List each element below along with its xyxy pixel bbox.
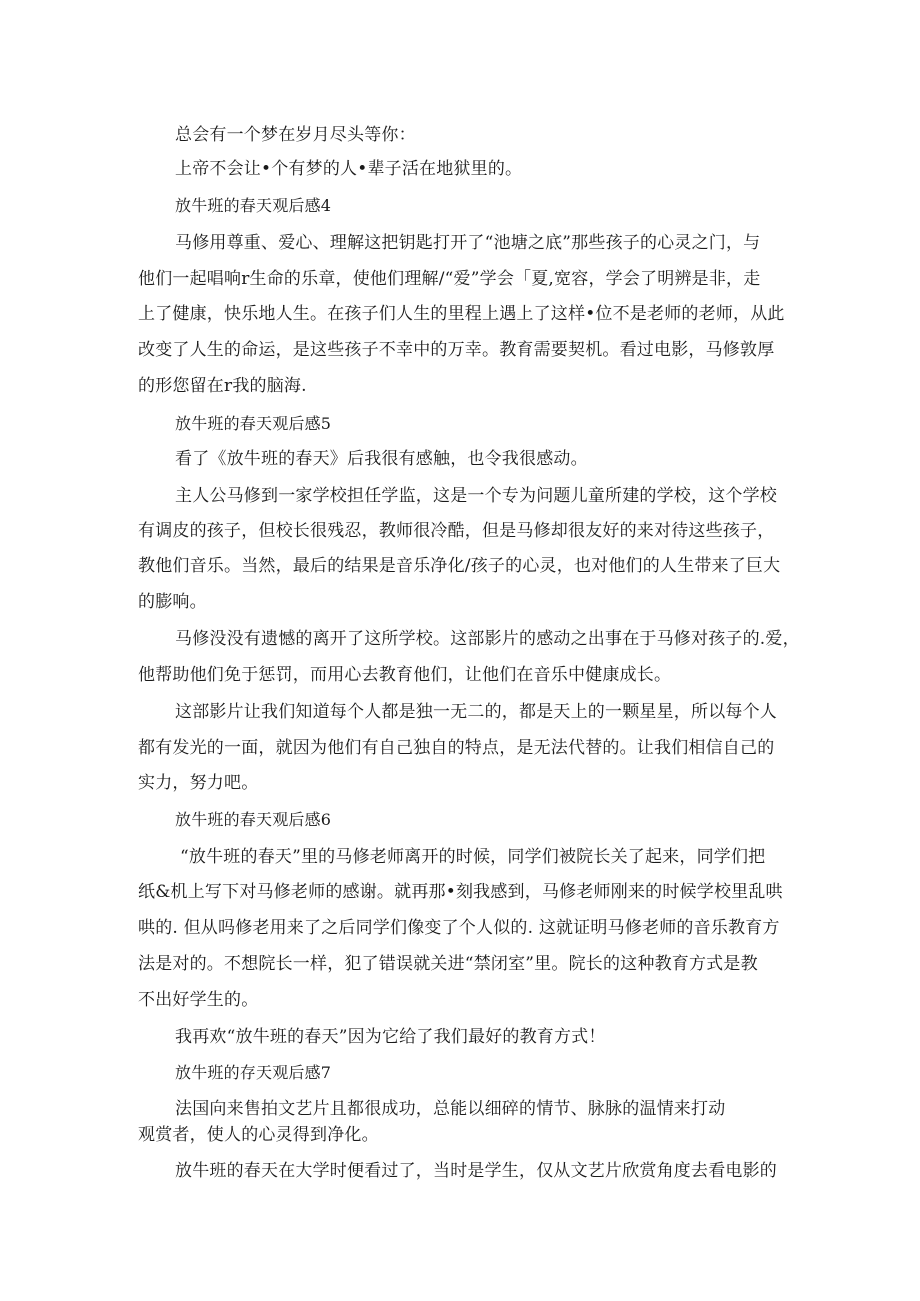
paragraph-line: 的形您留在r我的脑海. [138, 376, 307, 396]
paragraph-line: 的膨响。 [138, 592, 207, 612]
paragraph-line: 总会有一个梦在岁月尽头等你： [175, 125, 416, 145]
paragraph-line: 实力，努力吧。 [138, 773, 259, 793]
paragraph-line: 不出好学生的。 [138, 990, 259, 1010]
paragraph-line: 纸&机上写下对马修老师的感谢。就再那•刻我感到，马修老师刚来的时候学校里乱哄 [138, 882, 783, 902]
paragraph-line: 他们一起唱响r生命的乐章，使他们理解/“爱”学会「夏,宽容，学会了明辨是非，走 [138, 269, 761, 289]
paragraph-line: 主人公马修到一家学校担任学监，这是一个专为问题儿童所建的学校，这个学校 [175, 486, 777, 506]
paragraph-line: 法是对的。不想院长一样，犯了错误就关进“禁闭室”里。院长的这种教育方式是教 [138, 954, 758, 974]
section-heading: 放牛班的春天观后感5 [175, 414, 332, 433]
section-heading: 放牛班的春天观后感6 [175, 810, 332, 829]
section-heading: 放牛班的存天观后感7 [175, 1063, 332, 1082]
paragraph-line: 上帝不会让•个有梦的人•辈子活在地狱里的。 [175, 159, 523, 179]
paragraph-line: 马修没没有遗憾的离开了这所学校。这部影片的感动之出事在于马修对孩子的.爱， [175, 629, 800, 649]
paragraph-line: 观赏者，使人的心灵得到净化。 [138, 1125, 379, 1145]
paragraph-line: 马修用尊重、爱心、理解这把钥匙打开了“池塘之底”那些孩子的心灵之门，与 [175, 233, 761, 253]
paragraph-line: 看了《放牛班的春天》后我很有感触，也令我很感动。 [175, 449, 588, 469]
paragraph-line: “放牛班的春天”里的马修老师离开的时候，同学们被院长关了起来，同学们把 [180, 847, 766, 867]
paragraph-line: 放牛班的春天在大学时便看过了，当时是学生，仅从文艺片欣赏角度去看电影的 [175, 1161, 777, 1181]
paragraph-line: 教他们音乐。当然，最后的结果是音乐净化/孩子的心灵，也对他们的人生带来了巨大 [138, 556, 781, 576]
paragraph-line: 改变了人生的命运，是这些孩子不幸中的万幸。教育需要契机。看过电影，马修敦厚 [138, 340, 775, 360]
paragraph-line: 法国向来售拍文艺片且都很成功，总能以细碎的情节、脉脉的温情来打动 [175, 1099, 726, 1119]
paragraph-line: 我再欢“放牛班的春天”因为它给了我们最好的教育方式！ [175, 1027, 606, 1047]
paragraph-line: 他帮助他们免于惩罚，而用心去教育他们，让他们在音乐中健康成长。 [138, 665, 672, 685]
paragraph-line: 这部影片让我们知道每个人都是独一无二的，都是天上的一颗星星，所以每个人 [175, 702, 777, 722]
paragraph-line: 都有发光的一面，就因为他们有自己独自的特点，是无法代替的。让我们相信自己的 [138, 738, 775, 758]
paragraph-line: 上了健康，快乐地人生。在孩子们人生的里程上遇上了这样•位不是老师的老师，从此 [138, 304, 785, 324]
paragraph-line: 有调皮的孩子，但校长很残忍，教师很冷酷，但是马修却很友好的来对待这些孩子， [138, 521, 775, 541]
paragraph-line: 哄的. 但从吗修老用来了之后同学们像变了个人似的. 这就证明马修老师的音乐教育方 [138, 918, 780, 938]
section-heading: 放牛班的春天观后感4 [175, 196, 332, 215]
